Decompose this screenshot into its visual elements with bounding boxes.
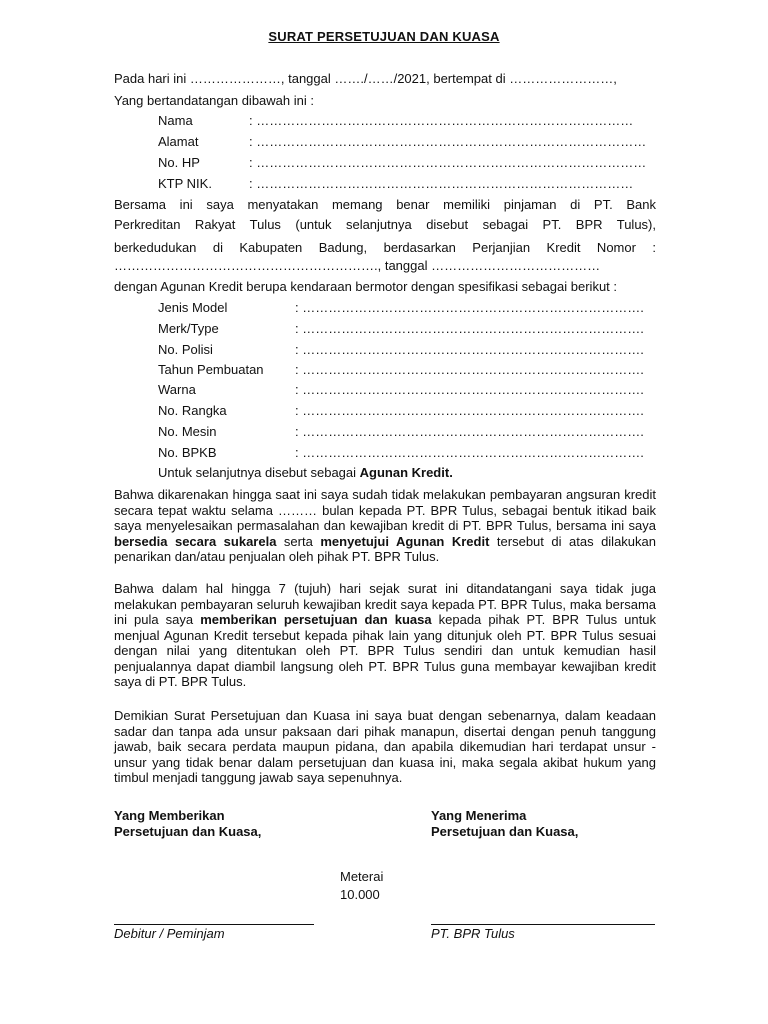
agunan-line-prefix: Untuk selanjutnya disebut sebagai <box>158 465 360 480</box>
field-label-no-bpkb: No. BPKB <box>158 445 217 460</box>
receiver-heading-line2: Persetujuan dan Kuasa, <box>431 824 579 839</box>
field-label-tahun-pembuatan: Tahun Pembuatan <box>158 362 264 377</box>
field-value-no-bpkb: : ……………………………………………………………………. <box>295 445 644 460</box>
paragraph-penarikan <box>114 487 656 565</box>
field-value-merk-type: : ……………………………………………………………………. <box>295 321 644 336</box>
paragraph-penarikan-part1: Bahwa dikarenakan hingga saat ini saya sudah tidak melakukan pembayaran angsuran kredit secara tepat waktu selama ……… bulan kepada PT. BPR Tulus, sebagai bentuk itikad baik saya menyelesaikan permasalahan dan kewajiban kredit di PT. BPR Tulus, bersama ini saya <box>114 487 656 533</box>
receiver-signature-line <box>431 924 655 925</box>
field-label-alamat: Alamat <box>158 134 199 149</box>
paragraph-kuasa <box>114 581 656 690</box>
field-label-jenis-model: Jenis Model <box>158 300 228 315</box>
field-label-merk-type: Merk/Type <box>158 321 219 336</box>
field-value-jenis-model: : ……………………………………………………………………. <box>295 300 644 315</box>
document-title: SURAT PERSETUJUAN DAN KUASA <box>268 29 500 44</box>
loan-line-1: Bersama ini saya menyatakan memang benar memiliki pinjaman di PT. Bank <box>114 197 656 212</box>
receiver-heading-line1: Yang Menerima <box>431 808 527 823</box>
paragraph-penarikan-bold2: menyetujui Agunan Kredit <box>320 533 490 549</box>
field-label-no-polisi: No. Polisi <box>158 342 213 357</box>
giver-heading <box>114 808 261 840</box>
field-value-ktp: : …………………………………………………………………………… <box>249 176 634 191</box>
field-label-nama: Nama <box>158 113 193 128</box>
intro-line: Pada hari ini …………………, tanggal ……./……/2021, bertempat di ……………………, <box>114 71 617 86</box>
signatory-intro: Yang bertandatangan dibawah ini : <box>114 93 314 108</box>
agunan-line-term: Agunan Kredit. <box>359 465 453 480</box>
field-value-nama: : …………………………………………………………………………… <box>249 113 634 128</box>
meterai-label: Meterai <box>340 869 384 884</box>
field-label-no-rangka: No. Rangka <box>158 403 227 418</box>
field-value-no-rangka: : ……………………………………………………………………. <box>295 403 644 418</box>
field-label-no-mesin: No. Mesin <box>158 424 217 439</box>
field-label-hp: No. HP <box>158 155 200 170</box>
field-label-warna: Warna <box>158 382 196 397</box>
field-value-warna: : ……………………………………………………………………. <box>295 382 644 397</box>
field-label-ktp: KTP NIK. <box>158 176 212 191</box>
field-value-no-mesin: : ……………………………………………………………………. <box>295 424 644 439</box>
agunan-line <box>158 465 453 480</box>
meterai-value: 10.000 <box>340 887 380 902</box>
paragraph-kuasa-bold1: memberikan persetujuan dan kuasa <box>200 612 432 627</box>
loan-line-2: Perkreditan Rakyat Tulus (untuk selanjutnya disebut sebagai PT. BPR Tulus), <box>114 217 656 232</box>
meterai-stamp-box <box>340 868 383 904</box>
loan-line-3: berkedudukan di Kabupaten Badung, berdasarkan Perjanjian Kredit Nomor : <box>114 240 656 255</box>
paragraph-penarikan-bold1: bersedia secara sukarela <box>114 533 277 549</box>
field-value-hp: : ……………………………………………………………………………… <box>249 155 647 170</box>
paragraph-kuasa-part2: kepada pihak PT. BPR Tulus untuk menjual Agunan Kredit tersebut kepada pihak lain yang ditunjuk oleh PT. BPR Tulus sesuai dengan nilai yang ditentukan oleh PT. BPR Tulus sendiri dan untuk kemudian hasil penjualannya dapat diambil langsung oleh PT. BPR Tulus guna membayar kewajiban kredit saya di PT. BPR Tulus. <box>114 612 656 689</box>
giver-signature-line <box>114 924 314 925</box>
paragraph-penutup: Demikian Surat Persetujuan dan Kuasa ini saya buat dengan sebenarnya, dalam keadaan sadar dan tanpa ada unsur paksaan dari pihak manapun, disertai dengan penuh tanggung jawab, baik secara perdata maupun pidana, dan apabila dikemudian hari terdapat unsur - unsur yang tidak benar dalam persetujuan dan kuasa ini, maka segala akibat hukum yang timbul menjadi tanggung jawab saya sepenuhnya. <box>114 708 656 785</box>
paragraph-penarikan-part3: tersebut di atas dilakukan penarikan dan/atau penjualan oleh pihak PT. BPR Tulus. <box>114 533 656 564</box>
field-value-tahun-pembuatan: : ……………………………………………………………………. <box>295 362 644 377</box>
receiver-name: PT. BPR Tulus <box>431 926 515 941</box>
paragraph-kuasa-part1: Bahwa dalam hal hingga 7 (tujuh) hari sejak surat ini ditandatangani saya tidak juga melakukan pembayaran seluruh kewajiban kredit saya kepada PT. BPR Tulus, maka bersama ini pula saya <box>114 581 656 627</box>
giver-heading-line1: Yang Memberikan <box>114 808 225 823</box>
giver-name: Debitur / Peminjam <box>114 926 225 941</box>
collateral-intro: dengan Agunan Kredit berupa kendaraan bermotor dengan spesifikasi sebagai berikut : <box>114 279 618 294</box>
paragraph-penarikan-part2: serta <box>276 533 321 549</box>
field-value-no-polisi: : ……………………………………………………………………. <box>295 342 644 357</box>
field-value-alamat: : ……………………………………………………………………………… <box>249 134 647 149</box>
receiver-heading <box>431 808 578 840</box>
loan-line-4: ……………………………………………………., tanggal ………………………………… <box>114 258 601 273</box>
giver-heading-line2: Persetujuan dan Kuasa, <box>114 824 262 839</box>
